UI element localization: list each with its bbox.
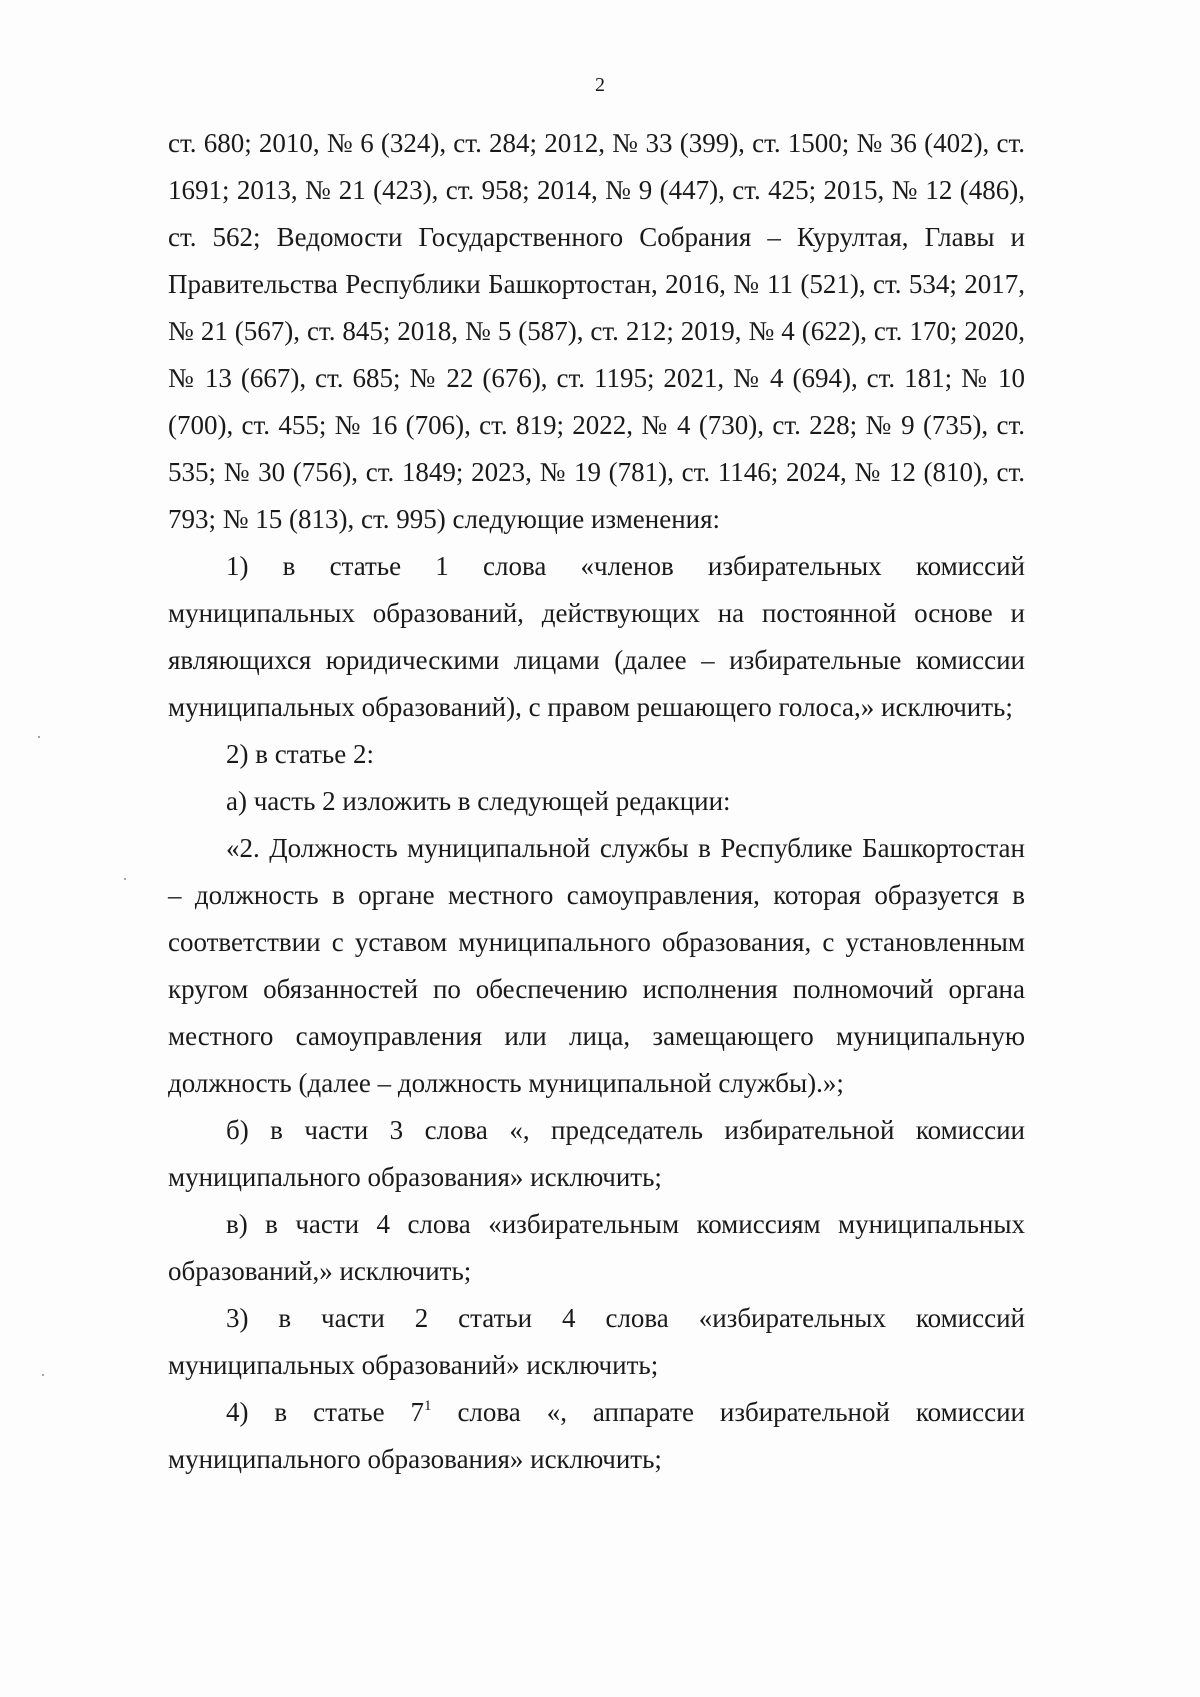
item-4-paragraph: [168, 1389, 1025, 1483]
item-2c-paragraph: в) в части 4 слова «избирательным комиссиям муниципальных образований,» исключить;: [168, 1209, 1025, 1286]
item-2a-quote-paragraph: «2. Должность муниципальной службы в Республике Башкортостан – должность в органе местного самоуправления, которая образуется в соответствии с уставом муниципального образования, с установленным кругом обязанностей по обеспечению исполнения полномочий органа местного самоуправления или лица, замещающего муниципальную должность (далее – должность муниципальной службы).»;: [168, 833, 1025, 1098]
page-number: 2: [595, 74, 605, 96]
scan-speck: [124, 878, 126, 880]
scan-speck: [38, 736, 40, 738]
item-4-start-text: 4) в статье 7: [226, 1397, 425, 1427]
intro-paragraph: ст. 680; 2010, № 6 (324), ст. 284; 2012, № 33 (399), ст. 1500; № 36 (402), ст. 1691; 2013, № 21 (423), ст. 958; 2014, № 9 (447), ст. 425; 2015, № 12 (486), ст. 562; Ведомости Государственного Собрания – Курултая, Главы и Правительства Республики Башкортостан, 2016, № 11 (521), ст. 534; 2017, № 21 (567), ст. 845; 2018, № 5 (587), ст. 212; 2019, № 4 (622), ст. 170; 2020, № 13 (667), ст. 685; № 22 (676), ст. 1195; 2021, № 4 (694), ст. 181; № 10 (700), ст. 455; № 16 (706), ст. 819; 2022, № 4 (730), ст. 228; № 9 (735), ст. 535; № 30 (756), ст. 1849; 2023, № 19 (781), ст. 1146; 2024, № 12 (810), ст. 793; № 15 (813), ст. 995) следующие изменения:: [168, 128, 1025, 534]
item-4-end-text: слова «, аппарате избирательной комиссии муниципального образования» исключить;: [168, 1397, 1025, 1474]
item-2b-paragraph: б) в части 3 слова «, председатель избирательной комиссии муниципального образования» исключить;: [168, 1115, 1025, 1192]
document-body: [168, 120, 1025, 1483]
scan-speck: [42, 1374, 44, 1376]
item-4-superscript: 1: [424, 1398, 432, 1414]
item-1-paragraph: 1) в статье 1 слова «членов избирательных комиссий муниципальных образований, действующих на постоянной основе и являющихся юридическими лицами (далее – избирательные комиссии муниципальных образований), с правом решающего голоса,» исключить;: [168, 551, 1025, 722]
item-3-paragraph: 3) в части 2 статьи 4 слова «избирательных комиссий муниципальных образований» исключить;: [168, 1303, 1025, 1380]
item-2a-paragraph: а) часть 2 изложить в следующей редакции:: [226, 786, 731, 816]
item-2-paragraph: 2) в статье 2:: [226, 739, 374, 769]
